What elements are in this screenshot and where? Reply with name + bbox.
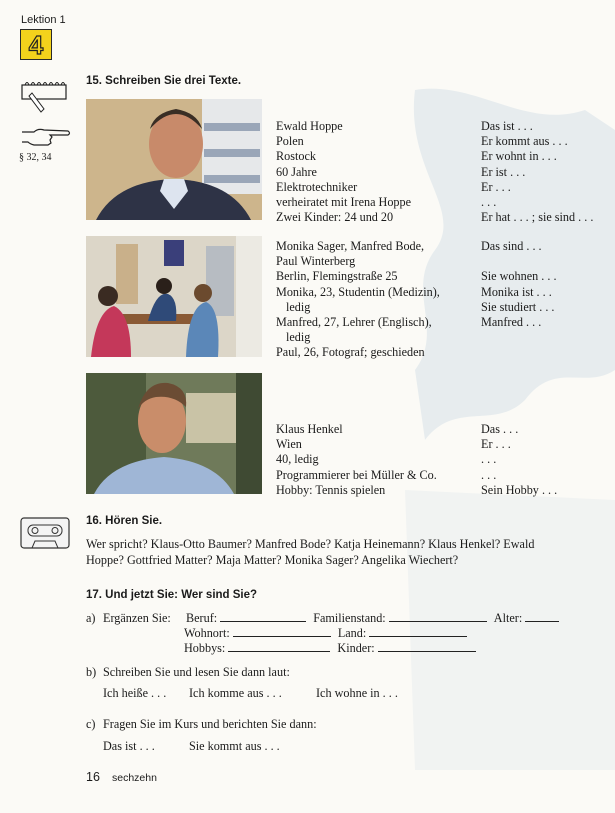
task-a-text: Ergänzen Sie:	[103, 611, 171, 625]
form-row-3	[184, 641, 476, 657]
task-c-example-2: Sie kommt aus . . .	[189, 739, 280, 753]
prompt-line: Sein Hobby . . .	[481, 482, 558, 497]
prompt-line: Er ist . . .	[481, 164, 526, 179]
block2-facts	[276, 239, 440, 361]
prompt-line: Sie wohnen . . .	[481, 269, 557, 284]
fact-line: Monika, 23, Studentin (Medizin),	[276, 284, 440, 299]
prompt-line: Sie studiert . . .	[481, 299, 555, 314]
exercise-16-line: Wer spricht? Klaus-Otto Baumer? Manfred Bode? Katja Heinemann? Klaus Henkel? Ewald	[86, 537, 535, 551]
prompt-line: . . .	[481, 452, 497, 467]
prompt-line: Monika ist . . .	[481, 284, 552, 299]
prompt-line: Das . . .	[481, 422, 519, 436]
page-number-word: sechzehn	[112, 772, 157, 784]
pointing-hand-icon	[20, 126, 72, 153]
exercise-16-title: 16. Hören Sie.	[86, 515, 163, 527]
task-c-text: Fragen Sie im Kurs und berichten Sie dann:	[103, 717, 317, 731]
prompt-spacer	[481, 254, 557, 269]
fact-line: Rostock	[276, 149, 316, 164]
prompt-line: Manfred . . .	[481, 315, 542, 329]
fact-line: Hobby: Tennis spielen	[276, 482, 386, 497]
beruf-field[interactable]	[220, 611, 306, 622]
prompt-line: . . .	[481, 195, 497, 210]
prompt-line: Er kommt aus . . .	[481, 134, 568, 149]
fact-line: ledig	[286, 299, 311, 314]
fact-line: 40, ledig	[276, 452, 319, 467]
block2-prompts	[481, 239, 557, 330]
fact-line: Zwei Kinder: 24 und 20	[276, 210, 394, 225]
fact-line: Paul Winterberg	[276, 254, 356, 269]
familienstand-field[interactable]	[389, 611, 487, 622]
prompt-line: Das ist . . .	[481, 119, 533, 133]
fact-line: Berlin, Flemingstraße 25	[276, 269, 398, 284]
hobbys-label: Hobbys:	[184, 641, 226, 655]
block3-prompts	[481, 422, 557, 498]
form-row-1	[186, 611, 559, 627]
prompt-line: . . .	[481, 467, 497, 482]
land-label: Land:	[337, 626, 367, 640]
prompt-line: Er hat . . . ; sie sind . . .	[481, 210, 594, 225]
task-b-label: b)	[86, 665, 97, 679]
lesson-label: Lektion 1	[21, 14, 66, 26]
exercise-16-text	[86, 537, 606, 568]
fact-line: Ewald Hoppe	[276, 119, 343, 133]
block3-facts	[276, 422, 437, 498]
fact-line: Polen	[276, 134, 304, 149]
fact-line: verheiratet mit Irena Hoppe	[276, 195, 412, 210]
photo-ewald-hoppe	[86, 99, 262, 220]
lesson-number: 4	[28, 30, 44, 59]
photo-klaus-henkel	[86, 373, 262, 494]
photo-wg-kitchen	[86, 236, 262, 357]
alter-field[interactable]	[525, 611, 559, 622]
prompt-line: Er . . .	[481, 179, 511, 194]
task-a-label: a)	[86, 611, 96, 625]
fact-line: 60 Jahre	[276, 164, 317, 179]
beruf-label: Beruf:	[186, 611, 218, 625]
task-b-text: Schreiben Sie und lesen Sie dann laut:	[103, 665, 290, 679]
task-c-example-1: Das ist . . .	[103, 739, 155, 753]
wohnort-field[interactable]	[233, 626, 331, 637]
exercise-17-title: 17. Und jetzt Sie: Wer sind Sie?	[86, 589, 258, 601]
alter-label: Alter:	[493, 611, 523, 625]
prompt-line: Er wohnt in . . .	[481, 149, 557, 164]
kinder-field[interactable]	[378, 641, 476, 652]
prompt-line: Das sind . . .	[481, 239, 542, 253]
land-field[interactable]	[369, 626, 467, 637]
fact-line: Paul, 26, Fotograf; geschieden	[276, 345, 425, 360]
fact-line: Programmierer bei Müller & Co.	[276, 467, 437, 482]
lesson-badge	[20, 29, 52, 60]
wohnort-label: Wohnort:	[184, 626, 230, 640]
fact-line: Wien	[276, 437, 302, 452]
fact-line: ledig	[286, 330, 311, 345]
form-row-2	[184, 626, 467, 642]
fact-line: Monika Sager, Manfred Bode,	[276, 239, 425, 253]
block1-prompts	[481, 119, 593, 225]
familienstand-label: Familienstand:	[313, 611, 386, 625]
fact-line: Manfred, 27, Lehrer (Englisch),	[276, 315, 432, 330]
task-b-example-1: Ich heiße . . .	[103, 686, 167, 700]
kinder-label: Kinder:	[337, 641, 375, 655]
block1-facts	[276, 119, 411, 225]
exercise-15-title: 15. Schreiben Sie drei Texte.	[86, 75, 242, 87]
notepad-pencil-icon	[20, 79, 70, 118]
exercise-16-line: Hoppe? Gottfried Matter? Maja Matter? Monika Sager? Angelika Wiechert?	[86, 552, 459, 567]
task-b-example-3: Ich wohne in . . .	[316, 686, 398, 700]
fact-line: Elektrotechniker	[276, 179, 358, 194]
task-b-example-2: Ich komme aus . . .	[189, 686, 282, 700]
cassette-icon	[20, 517, 70, 554]
task-c-label: c)	[86, 717, 96, 731]
page-number: 16	[86, 770, 100, 784]
prompt-line: Er . . .	[481, 437, 511, 452]
paragraph-reference: § 32, 34	[19, 152, 52, 163]
hobbys-field[interactable]	[228, 641, 330, 652]
fact-line: Klaus Henkel	[276, 422, 343, 436]
